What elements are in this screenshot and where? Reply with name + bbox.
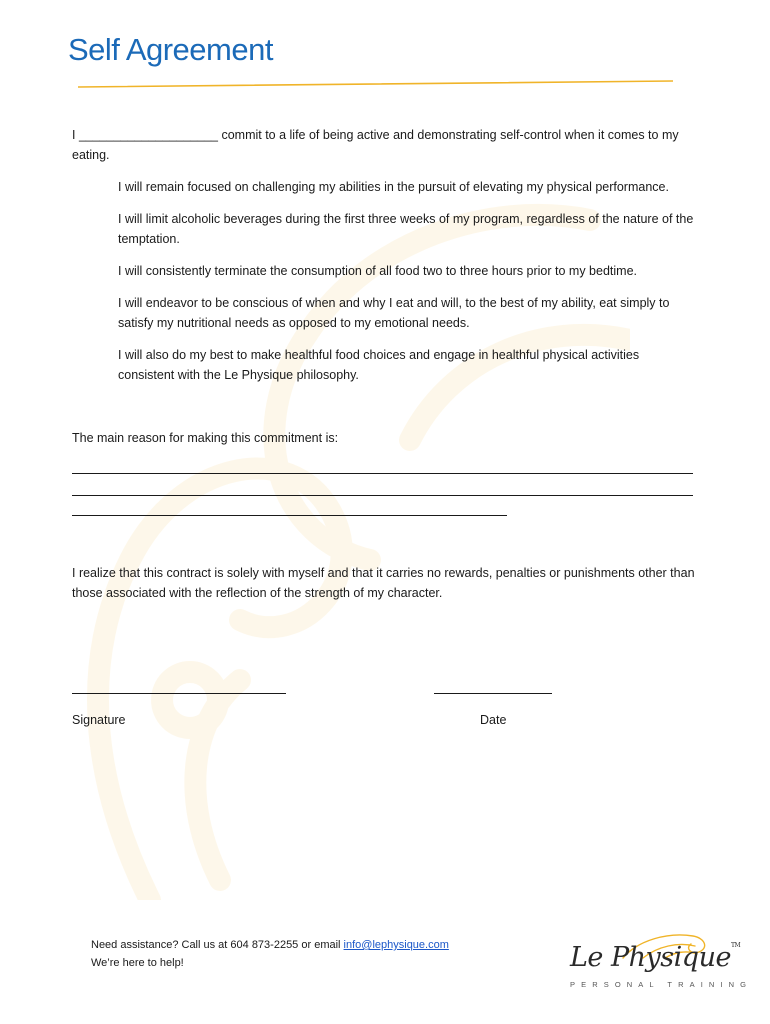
reason-blank-line[interactable] — [72, 473, 693, 474]
le-physique-logo — [568, 928, 753, 992]
reason-blank-line[interactable] — [72, 515, 507, 516]
realization-statement: I realize that this contract is solely with myself and that it carries no rewards, penalties or punishments other than those associated with the reflection of the strength of my character. — [72, 566, 695, 600]
date-label: Date — [480, 713, 507, 727]
reason-blank-line[interactable] — [72, 495, 693, 496]
signature-blank-line[interactable] — [72, 693, 286, 694]
pledge-item: I will consistently terminate the consumption of all food two to three hours prior to my bedtime. — [118, 264, 637, 278]
reason-label: The main reason for making this commitment is: — [72, 431, 339, 445]
footer-assist-line — [91, 936, 449, 954]
pledge-item: I will limit alcoholic beverages during the first three weeks of my program, regardless of the nature of the temptation. — [118, 212, 694, 246]
logo-name: Le Physique — [570, 942, 731, 973]
pledge-list — [118, 177, 698, 397]
email-link[interactable]: info@lephysique.com — [343, 939, 449, 951]
commitment-statement: I ____________________ commit to a life of being active and demonstrating self-control when it comes to my eating. — [72, 128, 679, 162]
page-title: Self Agreement — [68, 32, 273, 67]
logo-tagline: PERSONAL TRAINING — [570, 980, 753, 989]
pledge-item: I will endeavor to be conscious of when and why I eat and will, to the best of my ability, eat simply to satisfy my nutritional needs as opposed to my emotional needs. — [118, 296, 670, 330]
date-blank-line[interactable] — [434, 693, 552, 694]
pledge-item: I will also do my best to make healthful food choices and engage in healthful physical activities consistent with the Le Physique philosophy. — [118, 348, 640, 382]
footer-help-text: We’re here to help! — [91, 957, 184, 969]
signature-label: Signature — [72, 713, 126, 727]
logo-trademark: TM — [730, 942, 741, 949]
footer-assist-text: Need assistance? Call us at 604 873-2255 or email — [91, 939, 344, 951]
pledge-item: I will remain focused on challenging my abilities in the pursuit of elevating my physical performance. — [118, 180, 669, 194]
logo-wordmark — [570, 942, 740, 973]
title-underline — [78, 78, 673, 90]
footer-contact — [91, 936, 449, 972]
